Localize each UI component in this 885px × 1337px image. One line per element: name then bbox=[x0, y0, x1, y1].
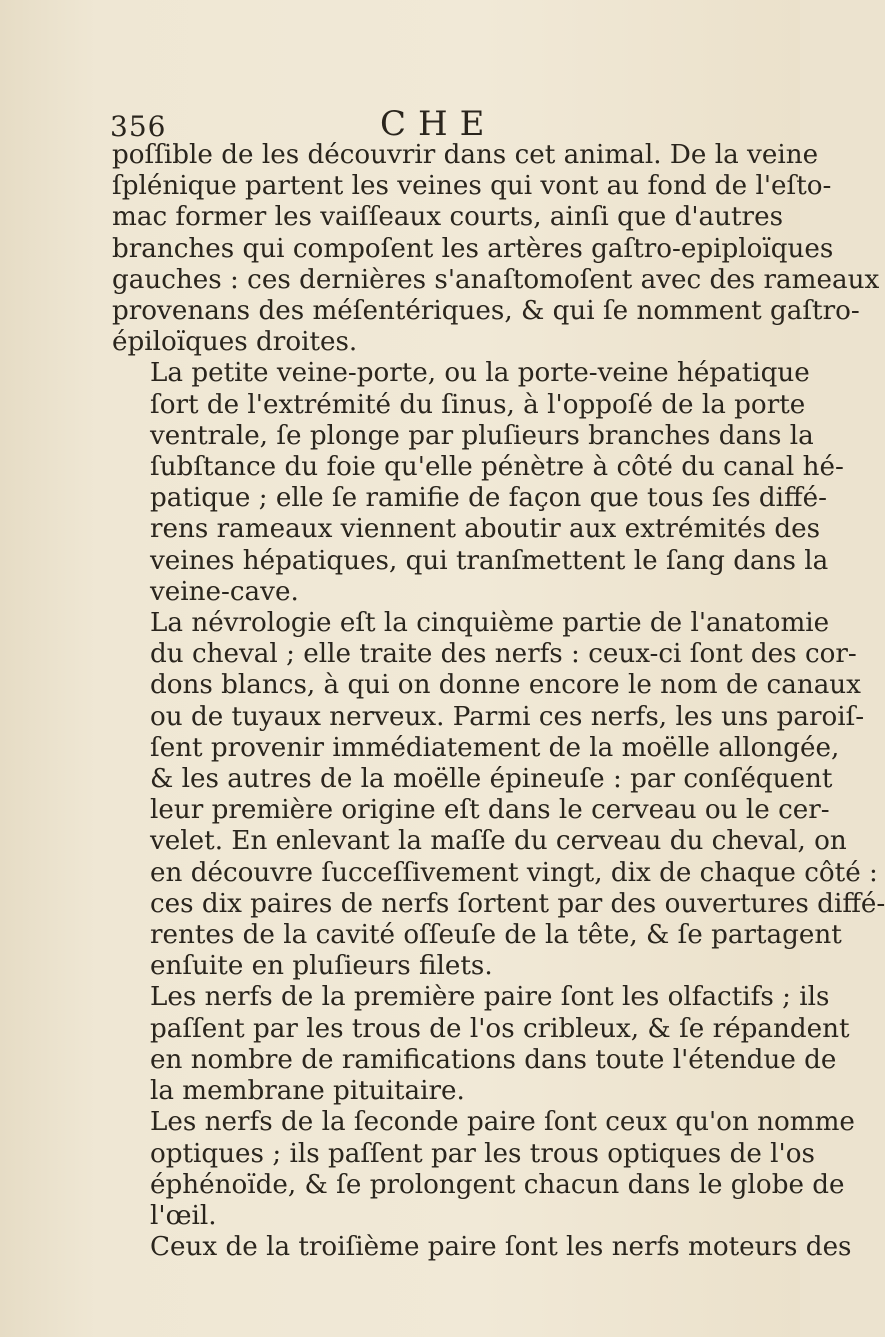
text-line: velet. En enlevant la maſſe du cerveau du cheval, on bbox=[150, 826, 847, 857]
paragraph bbox=[112, 1232, 852, 1263]
text-line: du cheval ; elle traite des nerfs : ceux-ci ſont des cor- bbox=[150, 639, 857, 670]
text-line: gauches : ces dernières s'anaſtomoſent avec des rameaux bbox=[112, 264, 880, 295]
running-head: CHE bbox=[380, 104, 497, 144]
text-line: ſent provenir immédiatement de la moëlle allongée, bbox=[150, 732, 840, 763]
text-line: ces dix paires de nerfs ſortent par des ouvertures diffé- bbox=[150, 888, 885, 919]
text-line: épiloïques droites. bbox=[112, 327, 358, 358]
text-line: & les autres de la moëlle épineuſe : par conſéquent bbox=[150, 764, 833, 795]
text-line: veine-cave. bbox=[150, 576, 299, 607]
text-line: Les nerfs de la ſeconde paire ſont ceux qu'on nomme bbox=[150, 1107, 855, 1138]
text-line: mac former les vaiſſeaux courts, ainſi que d'autres bbox=[112, 202, 784, 233]
text-line: la membrane pituitaire. bbox=[150, 1076, 465, 1107]
text-line: La névrologie eſt la cinquième partie de l'anatomie bbox=[150, 608, 830, 639]
text-line: provenans des méſentériques, & qui ſe nomment gaſtro- bbox=[112, 296, 860, 327]
text-line: rentes de la cavité oſſeuſe de la tête, & ſe partagent bbox=[150, 920, 842, 951]
text-line: optiques ; ils paſſent par les trous optiques de l'os bbox=[150, 1138, 815, 1169]
text-line: rens rameaux viennent aboutir aux extrémités des bbox=[150, 514, 821, 545]
page-header bbox=[110, 104, 770, 144]
text-line: éphénoïde, & ſe prolongent chacun dans le globe de bbox=[150, 1169, 845, 1200]
paragraph bbox=[112, 140, 880, 358]
text-line: enſuite en pluſieurs filets. bbox=[150, 951, 493, 982]
text-line: veines hépatiques, qui tranſmettent le ſang dans la bbox=[150, 545, 829, 576]
text-line: dons blancs, à qui on donne encore le nom de canaux bbox=[150, 670, 861, 701]
paragraph bbox=[112, 1107, 855, 1232]
paragraph bbox=[112, 982, 850, 1107]
paragraph bbox=[112, 608, 885, 982]
text-line: ſplénique partent les veines qui vont au fond de l'eſto- bbox=[112, 171, 832, 202]
page-number: 356 bbox=[110, 110, 167, 143]
text-line: ou de tuyaux nerveux. Parmi ces nerfs, les uns paroiſ- bbox=[150, 701, 865, 732]
text-line: en découvre ſucceſſivement vingt, dix de chaque côté : bbox=[150, 857, 878, 888]
text-line: ſort de l'extrémité du ſinus, à l'oppoſé de la porte bbox=[150, 389, 806, 420]
text-line: Ceux de la troiſième paire ſont les nerfs moteurs des bbox=[150, 1232, 852, 1263]
body-text bbox=[112, 140, 885, 1263]
text-line: ſubſtance du foie qu'elle pénètre à côté du canal hé- bbox=[150, 452, 844, 483]
paragraph bbox=[112, 358, 844, 608]
text-line: en nombre de ramifications dans toute l'étendue de bbox=[150, 1044, 837, 1075]
text-line: patique ; elle ſe ramifie de façon que tous ſes diffé- bbox=[150, 483, 828, 514]
text-line: La petite veine-porte, ou la porte-veine hépatique bbox=[150, 358, 810, 389]
text-line: branches qui compoſent les artères gaſtro-epiploïques bbox=[112, 233, 834, 264]
text-line: poſſible de les découvrir dans cet animal. De la veine bbox=[112, 140, 819, 170]
text-line: l'œil. bbox=[150, 1200, 217, 1231]
text-line: paſſent par les trous de l'os cribleux, & ſe répandent bbox=[150, 1013, 850, 1044]
text-line: leur première origine eſt dans le cerveau ou le cer- bbox=[150, 795, 830, 826]
text-line: ventrale, ſe plonge par pluſieurs branches dans la bbox=[150, 420, 814, 451]
text-line: Les nerfs de la première paire ſont les olfactifs ; ils bbox=[150, 982, 830, 1013]
